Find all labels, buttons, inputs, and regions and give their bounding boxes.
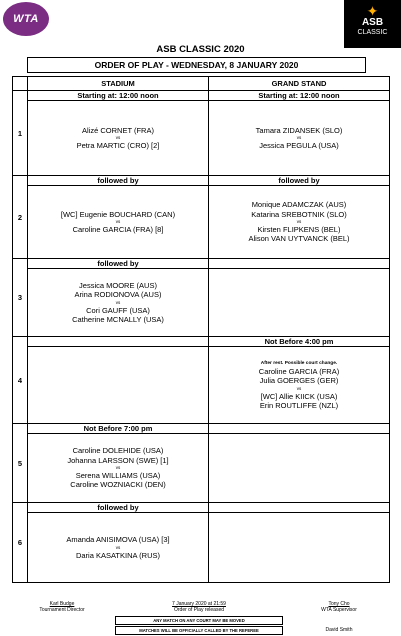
- player-name: Serena WILLIAMS (USA): [75, 471, 161, 480]
- player-name: Erin ROUTLIFFE (NZL): [259, 400, 339, 410]
- court-header-stadium: STADIUM: [28, 77, 209, 91]
- match-number: 3: [13, 259, 28, 337]
- asb-classic-logo: [344, 0, 401, 48]
- time-label: followed by: [28, 503, 209, 513]
- time-label-row: [13, 337, 390, 347]
- time-label: [209, 424, 390, 434]
- wta-logo-text: WTA: [13, 13, 39, 25]
- match-row: [13, 269, 390, 337]
- asb-logo-text: ASB: [361, 17, 384, 28]
- match-cell: [209, 434, 390, 503]
- time-label-row: [13, 91, 390, 101]
- match-row: [13, 347, 390, 424]
- classic-logo-text: CLASSIC: [357, 29, 388, 36]
- time-label: Starting at: 12:00 noon: [28, 91, 209, 101]
- player-name: [WC] Eugenie BOUCHARD (CAN): [60, 209, 176, 219]
- director-name: Karl Budge: [49, 601, 75, 607]
- match-cell: [209, 513, 390, 583]
- player-name: Alison VAN UYTVANCK (BEL): [248, 234, 350, 244]
- time-label-row: [13, 176, 390, 186]
- player-name: Tamara ZIDANSEK (SLO): [255, 125, 343, 135]
- match-rows: [13, 91, 390, 583]
- vs-label: vs: [296, 219, 302, 224]
- order-of-play-table: [12, 76, 390, 583]
- time-label: [209, 503, 390, 513]
- player-name: [WC] Allie KIICK (USA): [260, 391, 338, 401]
- vs-label: vs: [296, 385, 302, 391]
- footer-director: [12, 601, 112, 613]
- time-label: [209, 259, 390, 269]
- vs-label: vs: [115, 465, 121, 470]
- match-note: After rest. Possible court change.: [260, 360, 338, 366]
- match-cell: [28, 513, 209, 583]
- time-label-row: [13, 259, 390, 269]
- match-number: 6: [13, 503, 28, 583]
- tournament-title: ASB CLASSIC 2020: [156, 44, 245, 55]
- player-name: Arina RODIONOVA (AUS): [74, 290, 162, 300]
- player-name: Caroline WOZNIACKI (DEN): [70, 480, 166, 490]
- player-name: Johanna LARSSON (SWE) [1]: [67, 455, 169, 465]
- release-note: Order of Play released: [173, 607, 225, 613]
- notice-called: MATCHES WILL BE OFFICIALLY CALLED BY THE REFEREE: [115, 626, 283, 635]
- match-row: [13, 434, 390, 503]
- player-name: Caroline GARCIA (FRA): [258, 366, 340, 376]
- player-name: Jessica MOORE (AUS): [79, 280, 157, 290]
- player-name: Alizé CORNET (FRA): [82, 125, 154, 135]
- supervisor-name: Tony Cho: [328, 601, 350, 607]
- vs-label: vs: [115, 544, 121, 550]
- time-label: [28, 337, 209, 347]
- court-header-row: [13, 77, 390, 91]
- time-label: followed by: [209, 176, 390, 186]
- time-label: Not Before 7:00 pm: [28, 424, 209, 434]
- footer-referee: [289, 627, 389, 633]
- wta-logo: [3, 2, 49, 36]
- vs-label: vs: [115, 219, 121, 224]
- player-name: Katarina SREBOTNIK (SLO): [251, 209, 347, 219]
- match-cell: [28, 101, 209, 176]
- order-of-play-subtitle: ORDER OF PLAY - WEDNESDAY, 8 JANUARY 2020: [27, 57, 366, 73]
- time-label-row: [13, 503, 390, 513]
- vs-label: vs: [115, 299, 121, 305]
- match-cell: [28, 269, 209, 337]
- time-label: followed by: [28, 259, 209, 269]
- vs-label: vs: [115, 135, 121, 140]
- match-row: [13, 186, 390, 259]
- player-name: Caroline DOLEHIDE (USA): [72, 446, 164, 456]
- director-role: Tournament Director: [39, 607, 85, 613]
- player-name: Monique ADAMCZAK (AUS): [251, 200, 347, 210]
- player-name: Jessica PEGULA (USA): [259, 141, 339, 150]
- match-number: 1: [13, 91, 28, 176]
- match-cell: [28, 434, 209, 503]
- player-name: Amanda ANISIMOVA (USA) [3]: [66, 535, 170, 545]
- time-label: Starting at: 12:00 noon: [209, 91, 390, 101]
- player-name: Julia GOERGES (GER): [259, 376, 339, 386]
- match-number: 5: [13, 424, 28, 503]
- time-label: followed by: [28, 176, 209, 186]
- player-name: Daria KASATKINA (RUS): [75, 550, 161, 560]
- vs-label: vs: [296, 135, 302, 140]
- match-row: [13, 101, 390, 176]
- player-name: Catherine MCNALLY (USA): [72, 314, 164, 324]
- player-name: Cori GAUFF (USA): [86, 305, 150, 315]
- match-cell: [209, 269, 390, 337]
- match-cell: [28, 347, 209, 424]
- time-label-row: [13, 424, 390, 434]
- star-icon: ✦: [366, 3, 379, 19]
- supervisor-role: WTA Supervisor: [321, 607, 357, 613]
- match-cell: [209, 101, 390, 176]
- release-date: 7 January 2020 at 21:59: [172, 601, 226, 607]
- match-row: [13, 513, 390, 583]
- footer-supervisor: [289, 601, 389, 613]
- match-cell: [209, 186, 390, 259]
- header-blank: [13, 77, 28, 91]
- match-number: 4: [13, 337, 28, 424]
- player-name: Caroline GARCIA (FRA) [8]: [72, 225, 164, 234]
- match-cell: [28, 186, 209, 259]
- match-cell: [209, 347, 390, 424]
- player-name: Kirsten FLIPKENS (BEL): [257, 225, 341, 234]
- player-name: Petra MARTIC (CRO) [2]: [76, 141, 160, 150]
- match-number: 2: [13, 176, 28, 259]
- notice-moved: ANY MATCH ON ANY COURT MAY BE MOVED: [115, 616, 283, 625]
- time-label: Not Before 4:00 pm: [209, 337, 390, 347]
- footer-release: [115, 601, 283, 613]
- court-header-grandstand: GRAND STAND: [209, 77, 390, 91]
- referee-name: David Smith: [325, 627, 353, 633]
